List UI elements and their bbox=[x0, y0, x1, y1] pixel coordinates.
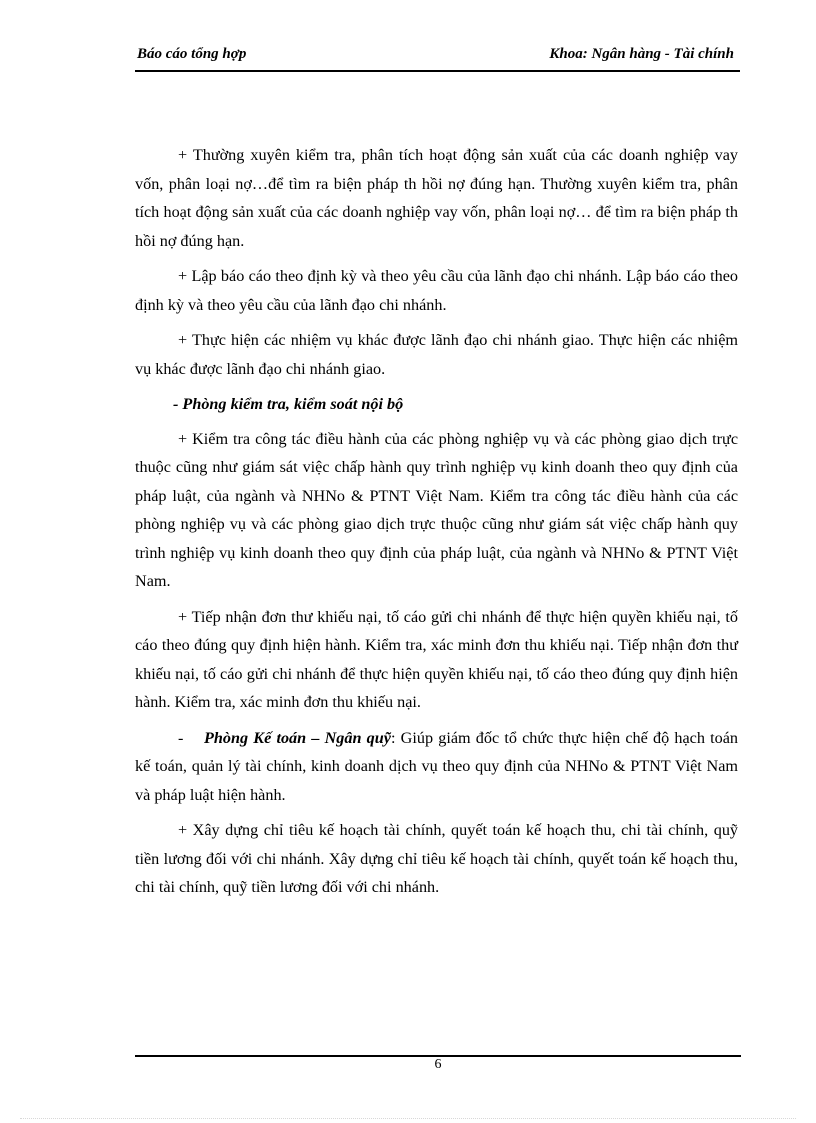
paragraph-monitoring: + Thường xuyên kiểm tra, phân tích hoạt động sản xuất của các doanh nghiệp vay vốn, phân loại nợ…để tìm ra biện pháp th hồi nợ đúng hạn. Thường xuyên kiểm tra, phân tích hoạt động sản xuất của các doanh nghiệp vay vốn, phân loại nợ… để tìm ra biện pháp th hồi nợ đúng hạn. bbox=[135, 146, 738, 250]
header-right-title: Khoa: Ngân hàng - Tài chính bbox=[549, 46, 734, 62]
document-body bbox=[135, 141, 738, 909]
page-bottom-edge bbox=[20, 1118, 796, 1119]
paragraph-other-tasks: + Thực hiện các nhiệm vụ khác được lãnh đạo chi nhánh giao. Thực hiện các nhiệm vụ khác được lãnh đạo chi nhánh giao. bbox=[135, 331, 738, 378]
paragraph-accounting bbox=[135, 724, 738, 810]
paragraph-budget: + Xây dựng chỉ tiêu kế hoạch tài chính, quyết toán kế hoạch thu, chi tài chính, quỹ tiền lương đối với chi nhánh. Xây dựng chỉ tiêu kế hoạch tài chính, quyết toán kế hoạch thu, chi tài chính, quỹ tiền lương đối với chi nhánh. bbox=[135, 821, 738, 896]
page-header bbox=[135, 44, 740, 72]
accounting-description: : Giúp giám đốc tổ chức thực hiện chế độ hạch toán kế toán, quản lý tài chính, kinh doanh dịch vụ theo quy định của NHNo & PTNT Việt Nam và pháp luật hiện hành. bbox=[135, 728, 738, 804]
paragraph-audit-operations: + Kiểm tra công tác điều hành của các phòng nghiệp vụ và các phòng giao dịch trực thuộc cũng như giám sát việc chấp hành quy trình nghiệp vụ kinh doanh theo quy định của pháp luật, của ngành và NHNo & PTNT Việt Nam. Kiểm tra công tác điều hành của các phòng nghiệp vụ và các phòng giao dịch trực thuộc cũng như giám sát việc chấp hành quy trình nghiệp vụ kinh doanh theo quy định của pháp luật, của ngành và NHNo & PTNT Việt Nam. bbox=[135, 429, 738, 590]
header-left-title: Báo cáo tổng hợp bbox=[137, 46, 247, 62]
paragraph-complaints: + Tiếp nhận đơn thư khiếu nại, tố cáo gửi chi nhánh để thực hiện quyền khiếu nại, tố cáo theo đúng quy định hiện hành. Kiểm tra, xác minh đơn thu khiếu nại. Tiếp nhận đơn thư khiếu nại, tố cáo gửi chi nhánh để thực hiện quyền khiếu nại, tố cáo theo đúng quy định hiện hành. Kiểm tra, xác minh đơn thu khiếu nại. bbox=[135, 607, 738, 711]
accounting-title: Phòng Kế toán – Ngân quỹ bbox=[204, 728, 391, 747]
paragraph-reporting: + Lập báo cáo theo định kỳ và theo yêu cầu của lãnh đạo chi nhánh. Lập báo cáo theo định kỳ và theo yêu cầu của lãnh đạo chi nhánh. bbox=[135, 267, 738, 314]
list-dash: - bbox=[178, 728, 184, 747]
page-number: 6 bbox=[434, 1057, 442, 1072]
section-heading-internal-audit: - Phòng kiểm tra, kiểm soát nội bộ bbox=[173, 395, 404, 413]
